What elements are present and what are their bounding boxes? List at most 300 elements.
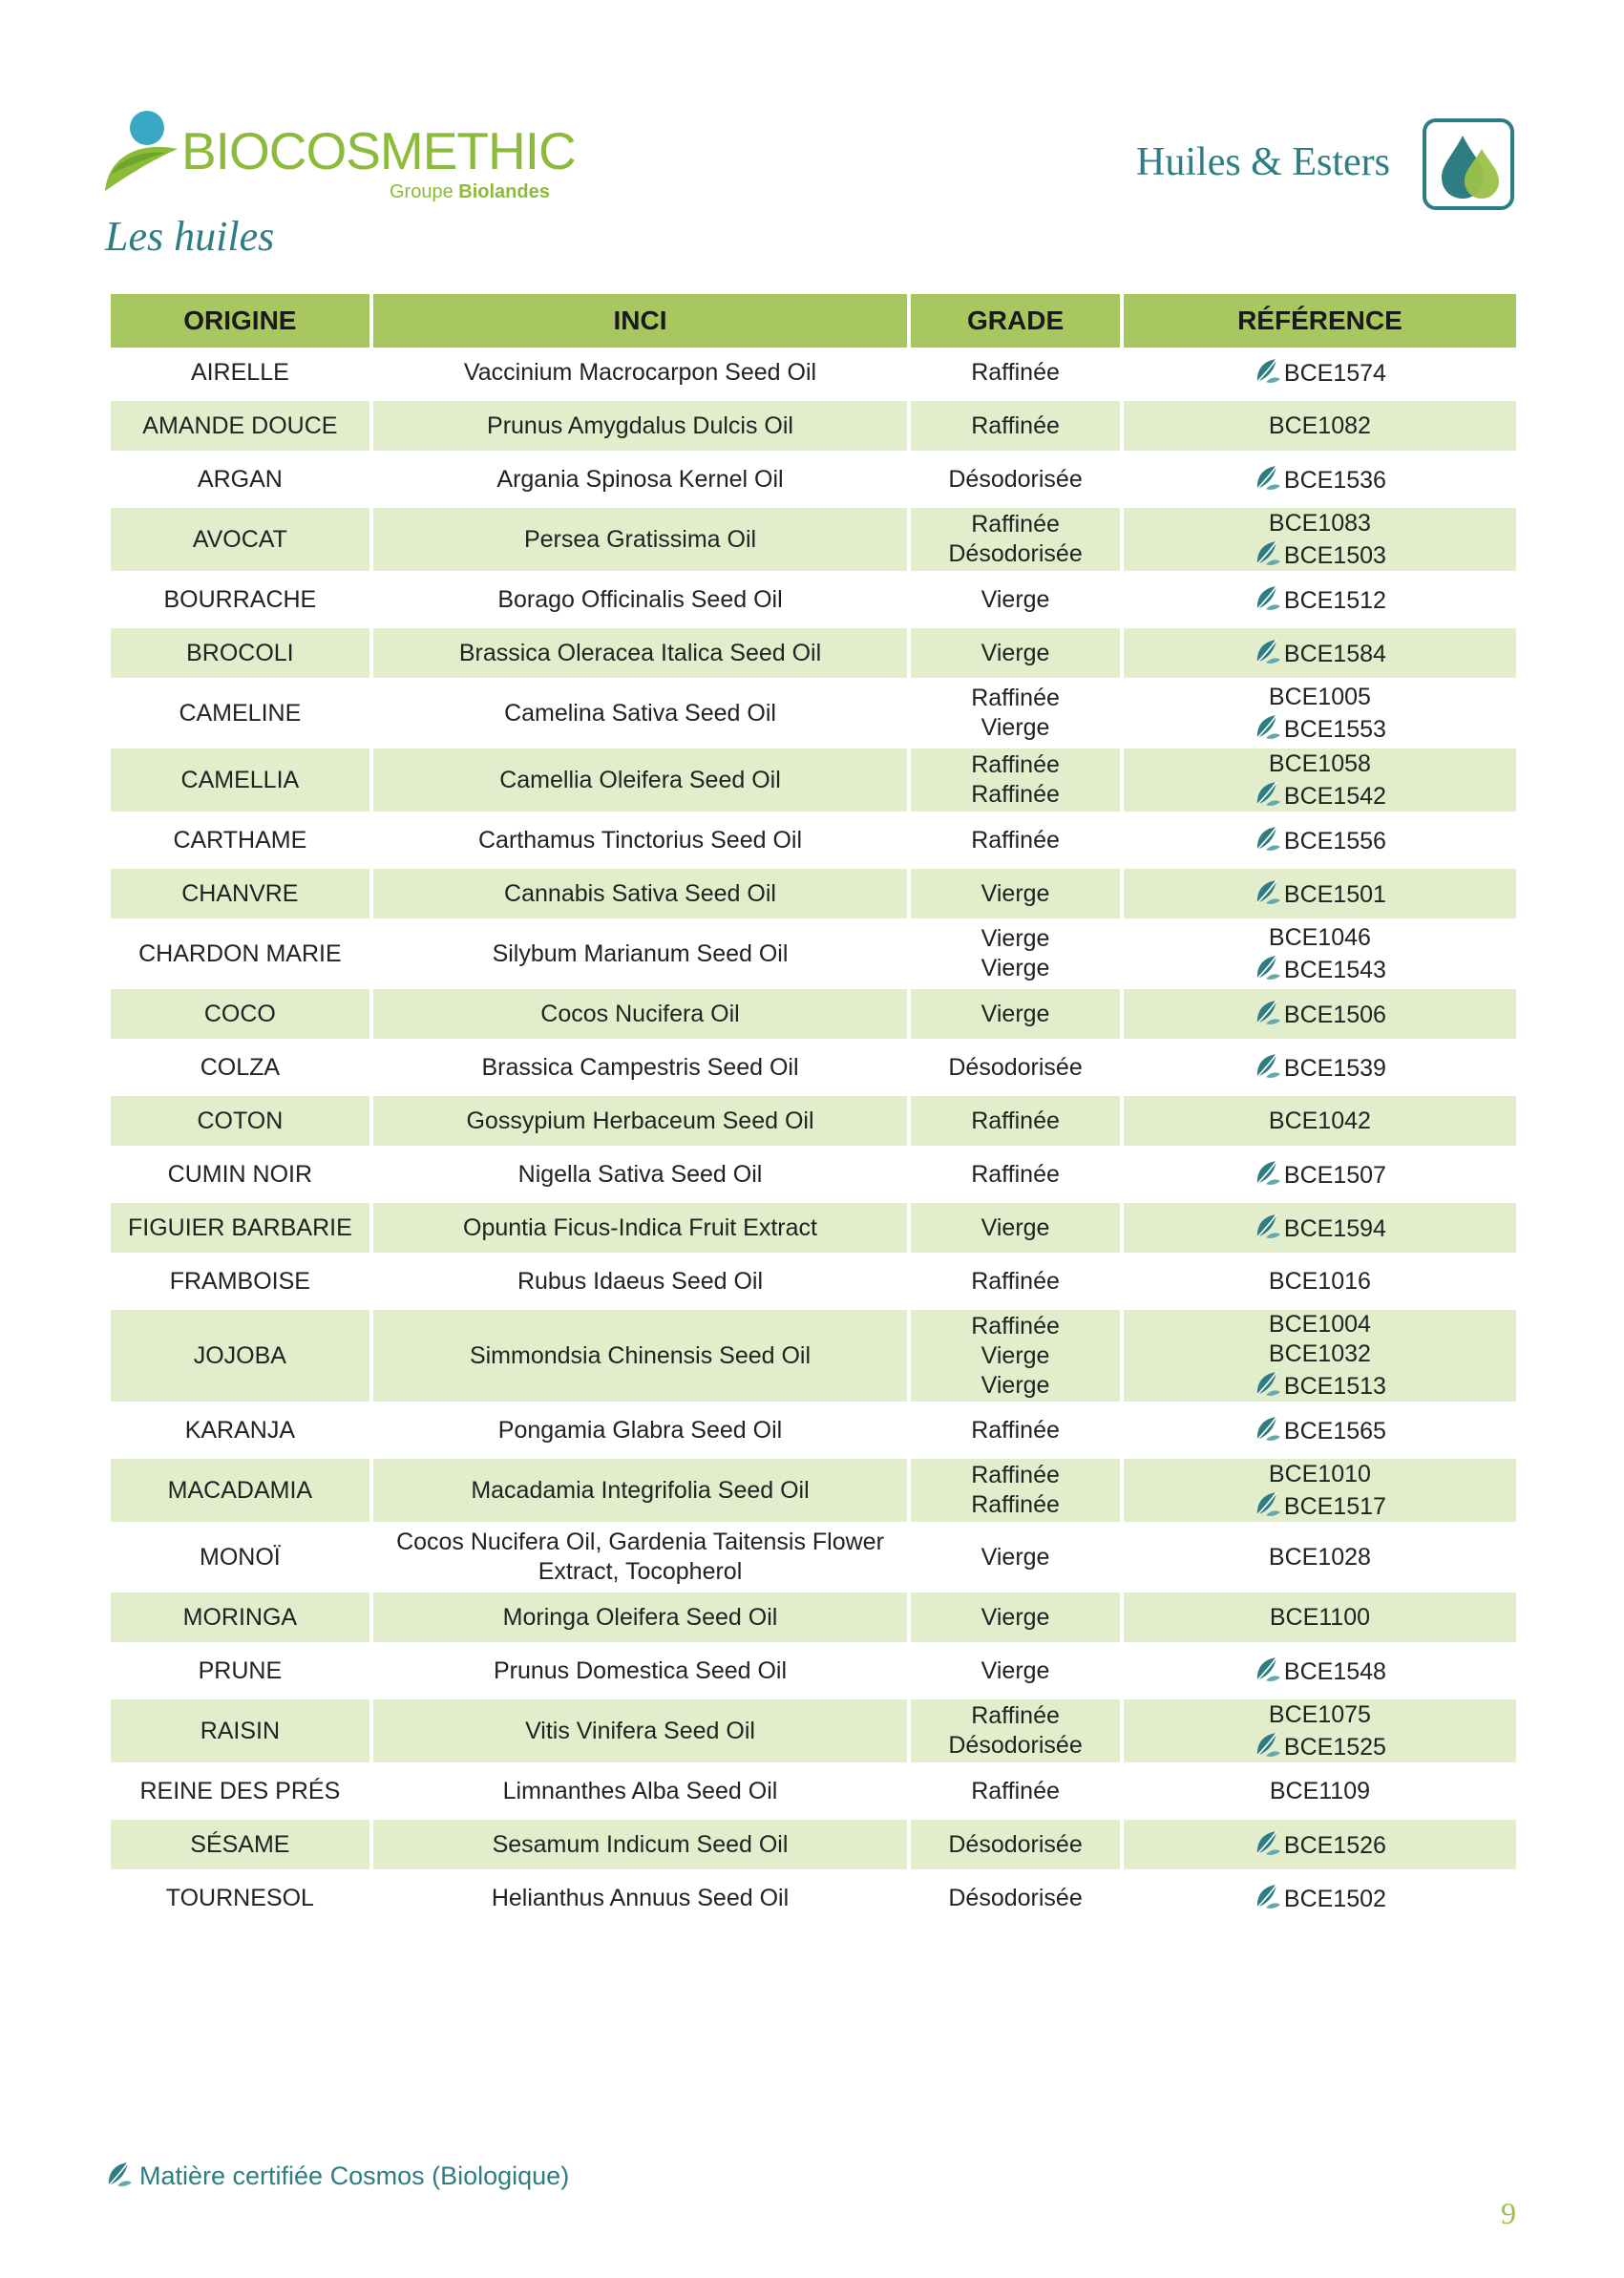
cell-inci bbox=[373, 454, 908, 508]
cell-origine: BROCOLI bbox=[111, 628, 369, 682]
grade-line: Raffinée bbox=[971, 1416, 1060, 1444]
cell-reference bbox=[1124, 1043, 1516, 1096]
cell-inci bbox=[373, 508, 908, 575]
reference-code: BCE1548 bbox=[1283, 1658, 1386, 1685]
cosmos-leaf-icon bbox=[105, 2160, 134, 2188]
category-title: Huiles & Esters bbox=[1136, 140, 1390, 184]
cell-grade bbox=[911, 869, 1120, 922]
grade-line: Raffinée bbox=[971, 685, 1060, 711]
reference-line bbox=[1129, 1777, 1510, 1806]
cell-inci bbox=[373, 1873, 908, 1927]
reference-line bbox=[1129, 712, 1510, 745]
page-number: 9 bbox=[1501, 2196, 1516, 2230]
grade-line: Vierge bbox=[981, 1341, 1050, 1369]
reference-line bbox=[1129, 1489, 1510, 1522]
cell-grade bbox=[911, 1873, 1120, 1927]
cell-origine: BOURRACHE bbox=[111, 575, 369, 628]
cosmos-leaf-icon bbox=[1254, 1051, 1282, 1080]
grade-line: Vierge bbox=[981, 639, 1050, 666]
reference-code: BCE1556 bbox=[1283, 828, 1386, 854]
cell-inci bbox=[373, 401, 908, 454]
cell-reference bbox=[1124, 628, 1516, 682]
grade-line: Raffinée bbox=[971, 1107, 1060, 1134]
reference-code: BCE1539 bbox=[1283, 1055, 1386, 1082]
inci-line: Silybum Marianum Seed Oil bbox=[492, 939, 789, 967]
grade-line: Raffinée bbox=[971, 511, 1060, 538]
inci-line: Prunus Amygdalus Dulcis Oil bbox=[487, 411, 793, 439]
reference-code: BCE1584 bbox=[1283, 641, 1386, 667]
reference-code: BCE1046 bbox=[1268, 923, 1371, 951]
cell-reference bbox=[1124, 1203, 1516, 1256]
cell-inci bbox=[373, 989, 908, 1043]
reference-code: BCE1594 bbox=[1283, 1215, 1386, 1242]
footnote bbox=[105, 2160, 569, 2191]
inci-line: Carthamus Tinctorius Seed Oil bbox=[477, 826, 803, 854]
reference-line bbox=[1129, 411, 1510, 441]
column-header-inci: INCI bbox=[373, 294, 908, 348]
inci-line: Gossypium Herbaceum Seed Oil bbox=[466, 1107, 814, 1134]
table-row bbox=[111, 1459, 1516, 1526]
cell-inci bbox=[373, 749, 908, 815]
cell-origine: AIRELLE bbox=[111, 348, 369, 401]
section-label: Les huiles bbox=[105, 213, 275, 260]
reference-code: BCE1004 bbox=[1268, 1311, 1371, 1338]
grade-line: Raffinée bbox=[971, 1267, 1060, 1295]
cell-grade bbox=[911, 1592, 1120, 1646]
reference-line bbox=[1129, 1882, 1510, 1914]
oil-drop-icon bbox=[1423, 118, 1514, 210]
reference-line bbox=[1129, 779, 1510, 812]
cell-inci bbox=[373, 1256, 908, 1310]
reference-line bbox=[1129, 1655, 1510, 1687]
cell-origine: REINE DES PRÉS bbox=[111, 1766, 369, 1820]
table-row bbox=[111, 454, 1516, 508]
grade-line: Raffinée bbox=[971, 1312, 1060, 1339]
reference-code: BCE1075 bbox=[1268, 1700, 1371, 1728]
cosmos-leaf-icon bbox=[1254, 779, 1282, 808]
cell-origine: COLZA bbox=[111, 1043, 369, 1096]
table-row bbox=[111, 682, 1516, 749]
column-header-grade: GRADE bbox=[911, 294, 1120, 348]
reference-line bbox=[1129, 749, 1510, 779]
inci-line: Simmondsia Chinensis Seed Oil bbox=[469, 1341, 812, 1369]
table-row bbox=[111, 869, 1516, 922]
grade-line: Vierge bbox=[981, 1543, 1050, 1571]
reference-code: BCE1083 bbox=[1268, 509, 1371, 537]
cell-grade bbox=[911, 508, 1120, 575]
cell-inci bbox=[373, 628, 908, 682]
inci-line: Macadamia Integrifolia Seed Oil bbox=[471, 1476, 810, 1504]
grade-line: Raffinée bbox=[971, 358, 1060, 386]
reference-line bbox=[1129, 1543, 1510, 1572]
grade-line: Désodorisée bbox=[948, 1053, 1083, 1081]
inci-line: Cocos Nucifera Oil bbox=[540, 1000, 740, 1027]
table-row bbox=[111, 1310, 1516, 1405]
cosmos-leaf-icon bbox=[1254, 1655, 1282, 1683]
cell-inci bbox=[373, 682, 908, 749]
reference-line bbox=[1129, 463, 1510, 496]
cell-grade bbox=[911, 815, 1120, 869]
cell-origine: CHARDON MARIE bbox=[111, 922, 369, 989]
reference-line bbox=[1129, 637, 1510, 669]
reference-line bbox=[1129, 1107, 1510, 1136]
reference-line bbox=[1129, 1212, 1510, 1244]
table-body bbox=[111, 348, 1516, 1927]
logo-mark-icon bbox=[103, 107, 179, 193]
reference-line bbox=[1129, 824, 1510, 856]
cell-grade bbox=[911, 1646, 1120, 1699]
cell-origine: FRAMBOISE bbox=[111, 1256, 369, 1310]
table-row bbox=[111, 989, 1516, 1043]
reference-code: BCE1502 bbox=[1283, 1886, 1386, 1912]
cell-reference bbox=[1124, 1459, 1516, 1526]
reference-line bbox=[1129, 1700, 1510, 1730]
cell-reference bbox=[1124, 1150, 1516, 1203]
inci-line: Argania Spinosa Kernel Oil bbox=[496, 465, 784, 493]
cell-origine: PRUNE bbox=[111, 1646, 369, 1699]
inci-line: Rubus Idaeus Seed Oil bbox=[517, 1267, 764, 1295]
reference-code: BCE1517 bbox=[1283, 1492, 1386, 1520]
cell-origine: COTON bbox=[111, 1096, 369, 1150]
cell-grade bbox=[911, 1310, 1120, 1405]
cell-reference bbox=[1124, 922, 1516, 989]
inci-line: Cannabis Sativa Seed Oil bbox=[504, 879, 776, 907]
reference-code: BCE1082 bbox=[1268, 411, 1371, 439]
reference-line bbox=[1129, 1369, 1510, 1402]
cosmos-leaf-icon bbox=[1254, 824, 1282, 853]
reference-code: BCE1526 bbox=[1283, 1832, 1386, 1859]
cell-inci bbox=[373, 1766, 908, 1820]
inci-line: Extract, Tocopherol bbox=[538, 1558, 743, 1585]
inci-line: Moringa Oleifera Seed Oil bbox=[502, 1603, 778, 1631]
grade-line: Vierge bbox=[981, 955, 1050, 981]
oils-table bbox=[107, 294, 1520, 1927]
cell-reference bbox=[1124, 575, 1516, 628]
cell-reference bbox=[1124, 1310, 1516, 1405]
cell-grade bbox=[911, 454, 1120, 508]
reference-code: BCE1565 bbox=[1283, 1418, 1386, 1445]
cell-grade bbox=[911, 1526, 1120, 1592]
reference-code: BCE1507 bbox=[1283, 1162, 1386, 1189]
reference-code: BCE1525 bbox=[1283, 1733, 1386, 1761]
cell-origine: CUMIN NOIR bbox=[111, 1150, 369, 1203]
cell-inci bbox=[373, 1526, 908, 1592]
reference-code: BCE1100 bbox=[1269, 1603, 1371, 1631]
inci-line: Borago Officinalis Seed Oil bbox=[497, 585, 783, 613]
cell-inci bbox=[373, 869, 908, 922]
table-row bbox=[111, 749, 1516, 815]
reference-line bbox=[1129, 1828, 1510, 1861]
cell-inci bbox=[373, 1043, 908, 1096]
cell-reference bbox=[1124, 1646, 1516, 1699]
table-row bbox=[111, 1526, 1516, 1592]
cell-reference bbox=[1124, 1405, 1516, 1459]
brand-logo bbox=[103, 107, 580, 202]
cell-reference bbox=[1124, 1526, 1516, 1592]
cell-origine: SÉSAME bbox=[111, 1820, 369, 1873]
cell-inci bbox=[373, 1459, 908, 1526]
cosmos-leaf-icon bbox=[1254, 1489, 1282, 1518]
table-row bbox=[111, 1043, 1516, 1096]
grade-line: Raffinée bbox=[971, 1777, 1060, 1804]
cell-reference bbox=[1124, 401, 1516, 454]
cell-grade bbox=[911, 1766, 1120, 1820]
column-header-origine: ORIGINE bbox=[111, 294, 369, 348]
brand-name: BIOCOSMETHIC bbox=[181, 121, 576, 180]
inci-line: Pongamia Glabra Seed Oil bbox=[497, 1416, 783, 1444]
cosmos-leaf-icon bbox=[1254, 637, 1282, 665]
cosmos-leaf-icon bbox=[1254, 953, 1282, 981]
cell-inci bbox=[373, 1699, 908, 1766]
reference-code: BCE1109 bbox=[1269, 1777, 1371, 1804]
cosmos-leaf-icon bbox=[1254, 1730, 1282, 1759]
cell-grade bbox=[911, 628, 1120, 682]
reference-code: BCE1016 bbox=[1268, 1267, 1371, 1295]
table-row bbox=[111, 922, 1516, 989]
reference-line bbox=[1129, 877, 1510, 910]
reference-code: BCE1513 bbox=[1283, 1373, 1386, 1400]
cell-origine: TOURNESOL bbox=[111, 1873, 369, 1927]
inci-line: Vitis Vinifera Seed Oil bbox=[525, 1717, 755, 1744]
inci-line: Limnanthes Alba Seed Oil bbox=[502, 1777, 778, 1804]
cell-grade bbox=[911, 401, 1120, 454]
cell-origine: MACADAMIA bbox=[111, 1459, 369, 1526]
table-row bbox=[111, 815, 1516, 869]
cosmos-leaf-icon bbox=[1254, 1828, 1282, 1857]
table-row bbox=[111, 1646, 1516, 1699]
table-row bbox=[111, 1699, 1516, 1766]
cell-inci bbox=[373, 1203, 908, 1256]
inci-line: Camelina Sativa Seed Oil bbox=[504, 699, 776, 727]
table-row bbox=[111, 628, 1516, 682]
grade-line: Désodorisée bbox=[948, 1830, 1083, 1858]
grade-line: Vierge bbox=[981, 585, 1050, 613]
cell-grade bbox=[911, 1043, 1120, 1096]
cosmos-leaf-icon bbox=[1254, 1414, 1282, 1443]
cosmos-leaf-icon bbox=[1254, 712, 1282, 741]
cell-reference bbox=[1124, 1256, 1516, 1310]
grade-line: Raffinée bbox=[971, 781, 1060, 808]
cell-reference bbox=[1124, 1096, 1516, 1150]
cell-reference bbox=[1124, 682, 1516, 749]
table-row bbox=[111, 1256, 1516, 1310]
cosmos-leaf-icon bbox=[1254, 1369, 1282, 1398]
grade-line: Désodorisée bbox=[948, 465, 1083, 493]
table-row bbox=[111, 508, 1516, 575]
table-row bbox=[111, 575, 1516, 628]
cell-grade bbox=[911, 1150, 1120, 1203]
cosmos-leaf-icon bbox=[1254, 356, 1282, 385]
cell-grade bbox=[911, 922, 1120, 989]
cell-inci bbox=[373, 1405, 908, 1459]
reference-code: BCE1543 bbox=[1283, 956, 1386, 983]
footnote-text: Matière certifiée Cosmos (Biologique) bbox=[139, 2162, 570, 2190]
cell-origine: MONOÏ bbox=[111, 1526, 369, 1592]
cell-reference bbox=[1124, 1873, 1516, 1927]
reference-line bbox=[1129, 953, 1510, 985]
cell-inci bbox=[373, 1150, 908, 1203]
cell-reference bbox=[1124, 1592, 1516, 1646]
brand-group-prefix: Groupe bbox=[390, 181, 459, 202]
reference-line bbox=[1129, 1158, 1510, 1191]
inci-line: Brassica Campestris Seed Oil bbox=[481, 1053, 799, 1081]
table-header-row bbox=[111, 294, 1516, 348]
inci-line: Nigella Sativa Seed Oil bbox=[517, 1160, 763, 1188]
cell-grade bbox=[911, 348, 1120, 401]
grade-line: Désodorisée bbox=[948, 540, 1083, 567]
table-row bbox=[111, 1820, 1516, 1873]
grade-line: Raffinée bbox=[971, 411, 1060, 439]
table-row bbox=[111, 348, 1516, 401]
cell-inci bbox=[373, 1820, 908, 1873]
cell-grade bbox=[911, 1405, 1120, 1459]
cell-grade bbox=[911, 1096, 1120, 1150]
cosmos-leaf-icon bbox=[1254, 877, 1282, 906]
cosmos-leaf-icon bbox=[1254, 1158, 1282, 1187]
grade-line: Raffinée bbox=[971, 1462, 1060, 1488]
cell-reference bbox=[1124, 815, 1516, 869]
brand-group bbox=[390, 181, 550, 203]
column-header-reference: RÉFÉRENCE bbox=[1124, 294, 1516, 348]
cosmos-leaf-icon bbox=[1254, 998, 1282, 1026]
cell-reference bbox=[1124, 1820, 1516, 1873]
table-row bbox=[111, 1766, 1516, 1820]
reference-line bbox=[1129, 683, 1510, 712]
reference-line bbox=[1129, 923, 1510, 953]
cell-origine: AMANDE DOUCE bbox=[111, 401, 369, 454]
cell-grade bbox=[911, 575, 1120, 628]
table-row bbox=[111, 1592, 1516, 1646]
cell-grade bbox=[911, 1256, 1120, 1310]
cell-reference bbox=[1124, 749, 1516, 815]
cell-origine: MORINGA bbox=[111, 1592, 369, 1646]
cell-origine: COCO bbox=[111, 989, 369, 1043]
reference-line bbox=[1129, 1730, 1510, 1762]
cell-grade bbox=[911, 1820, 1120, 1873]
cell-reference bbox=[1124, 869, 1516, 922]
reference-line bbox=[1129, 538, 1510, 571]
cell-grade bbox=[911, 682, 1120, 749]
reference-code: BCE1553 bbox=[1283, 715, 1386, 743]
cell-reference bbox=[1124, 454, 1516, 508]
table-row bbox=[111, 1150, 1516, 1203]
grade-line: Vierge bbox=[981, 1371, 1050, 1399]
grade-line: Vierge bbox=[981, 1656, 1050, 1684]
reference-line bbox=[1129, 1460, 1510, 1489]
inci-line: Opuntia Ficus-Indica Fruit Extract bbox=[463, 1213, 817, 1241]
grade-line: Vierge bbox=[981, 879, 1050, 907]
cell-inci bbox=[373, 1310, 908, 1405]
reference-code: BCE1042 bbox=[1268, 1107, 1371, 1134]
grade-line: Raffinée bbox=[971, 826, 1060, 854]
cell-origine: CARTHAME bbox=[111, 815, 369, 869]
inci-line: Vaccinium Macrocarpon Seed Oil bbox=[463, 358, 817, 386]
grade-line: Raffinée bbox=[971, 1160, 1060, 1188]
reference-code: BCE1506 bbox=[1283, 1002, 1386, 1028]
table-row bbox=[111, 1203, 1516, 1256]
cell-grade bbox=[911, 1459, 1120, 1526]
grade-line: Vierge bbox=[981, 1603, 1050, 1631]
reference-line bbox=[1129, 1339, 1510, 1369]
cell-inci bbox=[373, 922, 908, 989]
cell-inci bbox=[373, 1592, 908, 1646]
table-row bbox=[111, 401, 1516, 454]
cell-inci bbox=[373, 348, 908, 401]
cell-reference bbox=[1124, 989, 1516, 1043]
cell-inci bbox=[373, 575, 908, 628]
grade-line: Désodorisée bbox=[948, 1732, 1083, 1759]
table-row bbox=[111, 1405, 1516, 1459]
reference-code: BCE1005 bbox=[1268, 683, 1371, 710]
inci-line: Persea Gratissima Oil bbox=[523, 525, 757, 553]
cell-origine: AVOCAT bbox=[111, 508, 369, 575]
grade-line: Désodorisée bbox=[948, 1884, 1083, 1911]
cosmos-leaf-icon bbox=[1254, 1882, 1282, 1910]
cell-reference bbox=[1124, 1766, 1516, 1820]
inci-line: Camellia Oleifera Seed Oil bbox=[499, 766, 781, 793]
cosmos-leaf-icon bbox=[1254, 583, 1282, 612]
grade-line: Raffinée bbox=[971, 1491, 1060, 1518]
reference-code: BCE1512 bbox=[1283, 587, 1386, 614]
reference-code: BCE1542 bbox=[1283, 782, 1386, 810]
grade-line: Raffinée bbox=[971, 1702, 1060, 1729]
cosmos-leaf-icon bbox=[1254, 1212, 1282, 1240]
cell-origine: CAMELLIA bbox=[111, 749, 369, 815]
cell-reference bbox=[1124, 1699, 1516, 1766]
reference-line bbox=[1129, 1414, 1510, 1446]
table-row bbox=[111, 1096, 1516, 1150]
reference-code: BCE1032 bbox=[1268, 1340, 1371, 1367]
table-row bbox=[111, 1873, 1516, 1927]
cell-inci bbox=[373, 815, 908, 869]
reference-line bbox=[1129, 1051, 1510, 1084]
cell-grade bbox=[911, 1203, 1120, 1256]
cell-grade bbox=[911, 989, 1120, 1043]
inci-line: Brassica Oleracea Italica Seed Oil bbox=[458, 639, 822, 666]
cell-origine: RAISIN bbox=[111, 1699, 369, 1766]
cell-reference bbox=[1124, 348, 1516, 401]
grade-line: Vierge bbox=[981, 925, 1050, 952]
cell-grade bbox=[911, 749, 1120, 815]
reference-code: BCE1536 bbox=[1283, 467, 1386, 494]
reference-line bbox=[1129, 1603, 1510, 1633]
cell-origine: ARGAN bbox=[111, 454, 369, 508]
reference-line bbox=[1129, 1267, 1510, 1297]
grade-line: Vierge bbox=[981, 1000, 1050, 1027]
reference-line bbox=[1129, 1310, 1510, 1339]
grade-line: Vierge bbox=[981, 1213, 1050, 1241]
inci-line: Cocos Nucifera Oil, Gardenia Taitensis Flower bbox=[396, 1529, 884, 1555]
cell-reference bbox=[1124, 508, 1516, 575]
inci-line: Sesamum Indicum Seed Oil bbox=[492, 1830, 789, 1858]
cell-origine: CAMELINE bbox=[111, 682, 369, 749]
reference-code: BCE1058 bbox=[1268, 749, 1371, 777]
reference-line bbox=[1129, 356, 1510, 389]
reference-code: BCE1503 bbox=[1283, 541, 1386, 569]
reference-code: BCE1010 bbox=[1268, 1460, 1371, 1487]
cosmos-leaf-icon bbox=[1254, 538, 1282, 567]
cell-inci bbox=[373, 1096, 908, 1150]
cell-origine: KARANJA bbox=[111, 1405, 369, 1459]
reference-line bbox=[1129, 509, 1510, 538]
reference-code: BCE1574 bbox=[1283, 360, 1386, 387]
reference-line bbox=[1129, 998, 1510, 1030]
reference-code: BCE1028 bbox=[1268, 1543, 1371, 1571]
cell-origine: JOJOBA bbox=[111, 1310, 369, 1405]
grade-line: Vierge bbox=[981, 714, 1050, 741]
grade-line: Raffinée bbox=[971, 751, 1060, 778]
cell-origine: FIGUIER BARBARIE bbox=[111, 1203, 369, 1256]
